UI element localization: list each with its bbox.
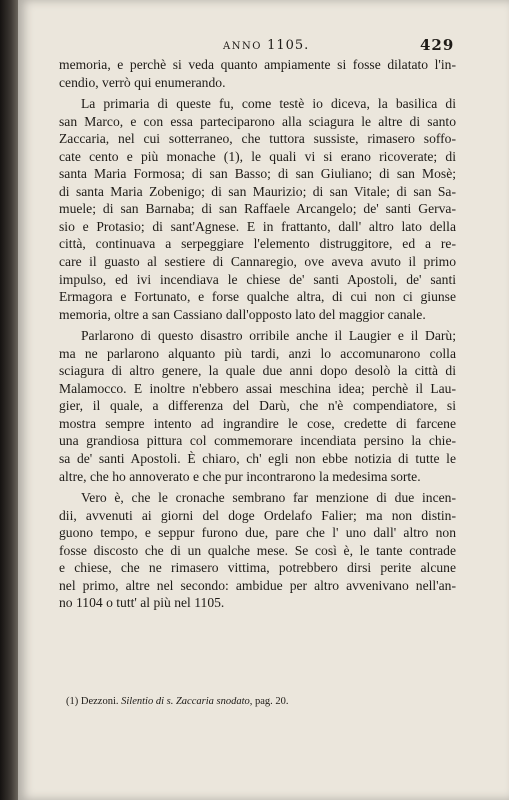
body-text <box>59 56 456 612</box>
page-number: 429 <box>420 36 455 54</box>
text-line: sa de' santi Apostoli. È chiaro, ch' egli non ebbe notizia di tutte le <box>59 451 456 467</box>
text-line: dii, avvenuti ai giorni del doge Ordelafo Falier; ma non distin- <box>59 507 456 523</box>
text-line: Ermagora e Fortunato, e forse qualche altra, di cui non ci giunse <box>59 289 456 305</box>
text-line: Malamocco. E inoltre n'ebbero assai meschina idea; perchè il Lau- <box>59 380 456 396</box>
footnote-page-ref: , pag. 20. <box>249 696 289 707</box>
text-line: memoria, e perchè si veda quanto ampiamente si fosse dilatato l'in- <box>59 57 456 72</box>
text-line: mostra sempre intento ad ingrandire le cose, credette di farcene <box>59 415 456 431</box>
text-line: san Marco, e con essa parteciparono alla sciagura le altre di santo <box>59 113 456 129</box>
paragraph <box>59 56 456 91</box>
footnote-author: Dezzoni. <box>80 696 119 707</box>
text-line: cate cento e più monache (1), le quali vi si erano ricoverate; di <box>59 148 456 164</box>
text-line: ma ne parlarono alquanto più tardi, anzi lo accomunarono colla <box>59 345 456 361</box>
running-title-label: ANNO <box>223 41 262 52</box>
text-line: una grandiosa pittura col commemorare incendiata persino la chie- <box>59 433 456 449</box>
text-line: impulso, ed ivi incendiava le chiese de' santi Apostoli, de' santi <box>59 271 456 287</box>
paragraph <box>59 489 456 612</box>
text-line: fosse discosto che di un qualche mese. Se così è, le tante contrade <box>59 542 456 558</box>
paragraph <box>59 95 456 323</box>
book-spine-shadow <box>0 0 18 800</box>
running-title <box>223 38 309 53</box>
footnote <box>66 696 456 707</box>
footnote-mark: (1) <box>66 696 79 707</box>
text-line: Vero è, che le cronache sembrano far menzione di due incen- <box>81 490 456 506</box>
text-line: di santa Maria Zobenigo; di san Maurizio; di san Vitale; di san Sa- <box>59 183 456 199</box>
text-line: città, continuava a serpeggiare l'elemento distruggitore, ed a re- <box>59 236 456 252</box>
text-line: Zaccaria, nel cui sotterraneo, che tuttora sussiste, rimasero soffo- <box>59 131 456 147</box>
text-line: sio e Protasio; di sant'Agnese. E in frattanto, dall' altro lato della <box>59 218 456 234</box>
text-line: gier, il quale, a differenza del Darù, che n'è compendiatore, si <box>59 398 456 414</box>
paragraph <box>59 327 456 485</box>
text-line: care il guasto al sestiere di Cannaregio, ove aveva avuto il primo <box>59 254 456 270</box>
footnote-title: Silentio di s. Zaccaria snodato <box>121 696 250 707</box>
text-line: santa Maria Formosa; di san Basso; di san Giuliano; di san Mosè; <box>59 166 456 182</box>
text-line: memoria, oltre a san Cassiano dall'opposto lato del maggior canale. <box>59 306 426 322</box>
text-line: guono tempo, e seppur furono due, pare che l' uno dall' altro non <box>59 525 456 541</box>
text-line: Parlarono di questo disastro orribile anche il Laugier e il Darù; <box>81 328 456 344</box>
text-line: altre, che ho annoverato e che pur incontrarono la medesima sorte. <box>59 468 421 484</box>
text-line: nel primo, altre nel secondo: ambidue per altro avvenivano nell'an- <box>59 577 456 593</box>
text-line: e chiese, che ne rimasero vittima, potrebbero dirsi perite alcune <box>59 560 456 576</box>
text-line: La primaria di queste fu, come testè io diceva, la basilica di <box>81 96 456 112</box>
text-line: sciagura di altro genere, la quale due anni dopo desolò la città di <box>59 363 456 379</box>
text-line: no 1104 o tutt' al più nel 1105. <box>59 595 225 611</box>
text-line: muele; di san Barnaba; di san Raffaele Arcangelo; de' santi Gerva- <box>59 201 456 217</box>
book-page <box>18 0 509 800</box>
running-title-year: 1105. <box>267 38 310 53</box>
text-line: cendio, verrò qui enumerando. <box>59 74 226 90</box>
